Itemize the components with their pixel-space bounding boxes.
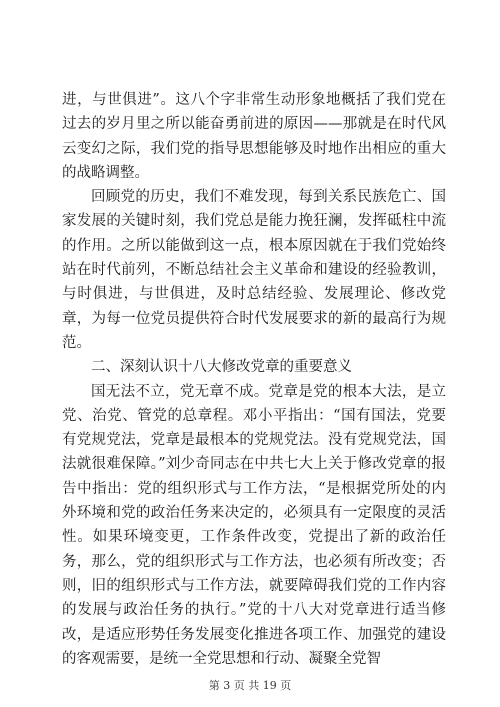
paragraph-3: 国无法不立，党无章不成。党章是党的根本大法，是立党、治党、管党的总章程。邓小平指出：“国有国法，党要有党规党法，党章是最根本的党规党法。没有党规党法，国法就很难保障。”刘少奇同志在中共七大上关于修改党章的报告中指出：党的组织形式与工作方法，“是根据党所处的内外环境和党的政治任务来决定的，必须具有一定限度的灵活性。如果环境变更，工作条件改变，党提出了新的政治任务，那么，党的组织形式与工作方法，也必须有所改变；否则，旧的组织形式与工作方法，就要障碍我们党的工作内容的发展与政治任务的执行。”党的十八大对党章进行适当修改，是适应形势任务发展变化推进各项工作、加强党的建设的客观需要，是统一全党思想和行动、凝聚全党智	[62, 383, 446, 667]
section-heading: 二、深刻认识十八大修改党章的重要意义	[91, 359, 352, 376]
page-footer	[0, 677, 500, 693]
page-number-label: 第 3 页 共 19 页	[208, 679, 292, 692]
document-body	[62, 88, 446, 671]
paragraph-1: 进，与世俱进”。这八个字非常生动形象地概括了我们党在过去的岁月里之所以能奋勇前进的原因——那就是在时代风云变幻之际，我们党的指导思想能够及时地作出相应的重大的战略调整。	[62, 92, 446, 181]
paragraph-2: 回顾党的历史，我们不难发现，每到关系民族危亡、国家发展的关键时刻，我们党总是能力挽狂澜，发挥砥柱中流的作用。之所以能做到这一点，根本原因就在于我们党始终站在时代前列，不断总结社会主义革命和建设的经验教训，与时俱进，与世俱进，及时总结经验、发展理论、修改党章，为每一位党员提供符合时代发展要求的新的最高行为规范。	[62, 189, 446, 351]
